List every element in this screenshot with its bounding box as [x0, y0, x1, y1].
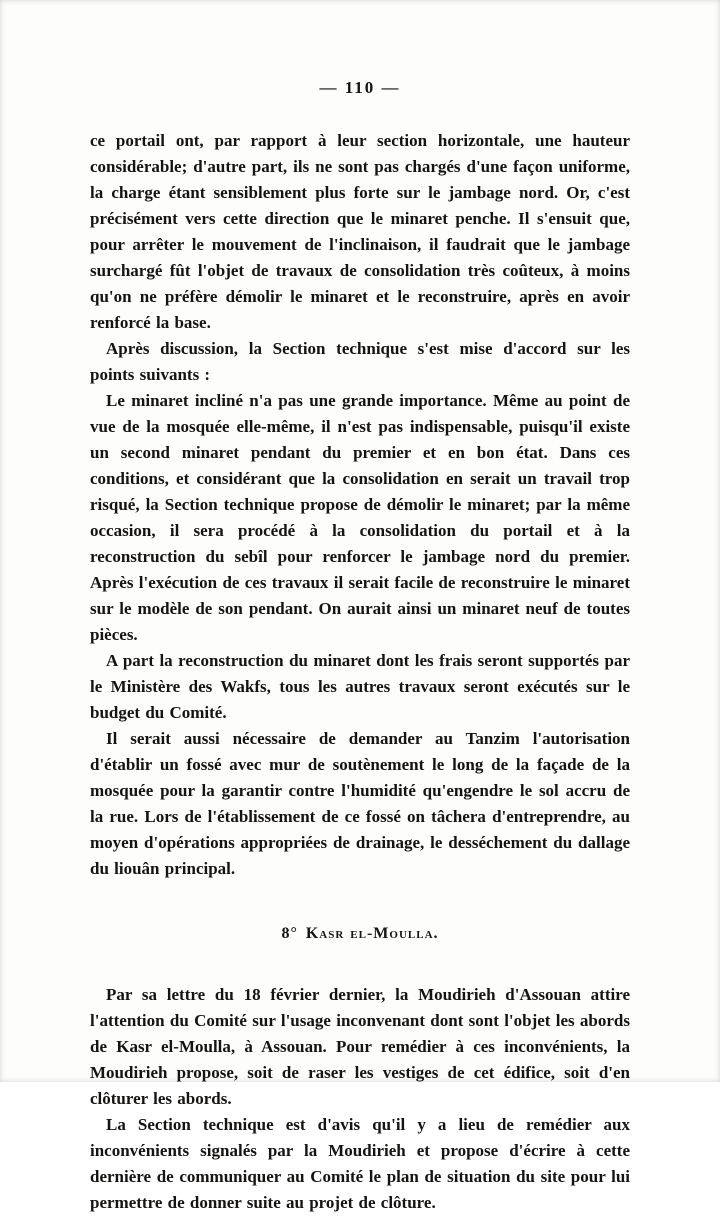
section-number: 8°: [281, 925, 298, 942]
text-block: [90, 128, 630, 1216]
section-title: Kasr el-Moulla.: [305, 925, 439, 942]
page-number: — 110 —: [319, 78, 401, 97]
paragraph: La Section technique est d'avis qu'il y a lieu de remédier aux inconvénients signalés par la Moudirieh et propose d'écrire à cette dernière de communiquer au Comité le plan de situation du site pour lui permettre de donner suite au projet de clôture.: [90, 1115, 630, 1212]
paragraph: Le minaret incliné n'a pas une grande importance. Même au point de vue de la mosquée elle-même, il n'est pas indispensable, puisqu'il existe un second minaret pendant du premier et en bon état. Dans ces conditions, et considérant que la consolidation en serait un travail trop risqué, la Section technique propose de démolir le minaret; par la même occasion, il sera procédé à la consolidation du portail et à la reconstruction du sebîl pour renforcer le jambage nord du premier. Après l'exécution de ces travaux il serait facile de reconstruire le minaret sur le modèle de son pendant. On aurait ainsi un minaret neuf de toutes pièces.: [90, 391, 630, 644]
paragraph: A part la reconstruction du minaret dont les frais seront supportés par le Ministère des Wakfs, tous les autres travaux seront exécutés sur le budget du Comité.: [90, 651, 630, 722]
paragraph: Après discussion, la Section technique s'est mise d'accord sur les points suivants :: [90, 339, 630, 384]
paragraph: Il serait aussi nécessaire de demander au Tanzim l'autorisation d'établir un fossé avec mur de soutènement le long de la façade de la mosquée pour la garantir contre l'humidité qu'engendre le sol accru de la rue. Lors de l'établissement de ce fossé on tâchera d'entreprendre, au moyen d'opérations appropriées de drainage, le desséchement du dallage du liouân principal.: [90, 729, 630, 878]
paragraph: ce portail ont, par rapport à leur section horizontale, une hauteur considérable; d'autre part, ils ne sont pas chargés d'une façon uniforme, la charge étant sensiblement plus forte sur le jambage nord. Or, c'est précisément vers cette direction que le minaret penche. Il s'ensuit que, pour arrêter le mouvement de l'inclinaison, il faudrait que le jambage surchargé fût l'objet de travaux de consolidation très coûteux, à moins qu'on ne préfère démolir le minaret et le reconstruire, après en avoir renforcé la base.: [90, 131, 630, 332]
section-heading: [90, 924, 630, 944]
paragraph: Par sa lettre du 18 février dernier, la Moudirieh d'Assouan attire l'attention du Comité sur l'usage inconvenant dont sont l'objet les abords de Kasr el-Moulla, à Assouan. Pour remédier à ces inconvénients, la Moudirieh propose, soit de raser les vestiges de cet édifice, soit d'en clôturer les abords.: [90, 985, 630, 1108]
